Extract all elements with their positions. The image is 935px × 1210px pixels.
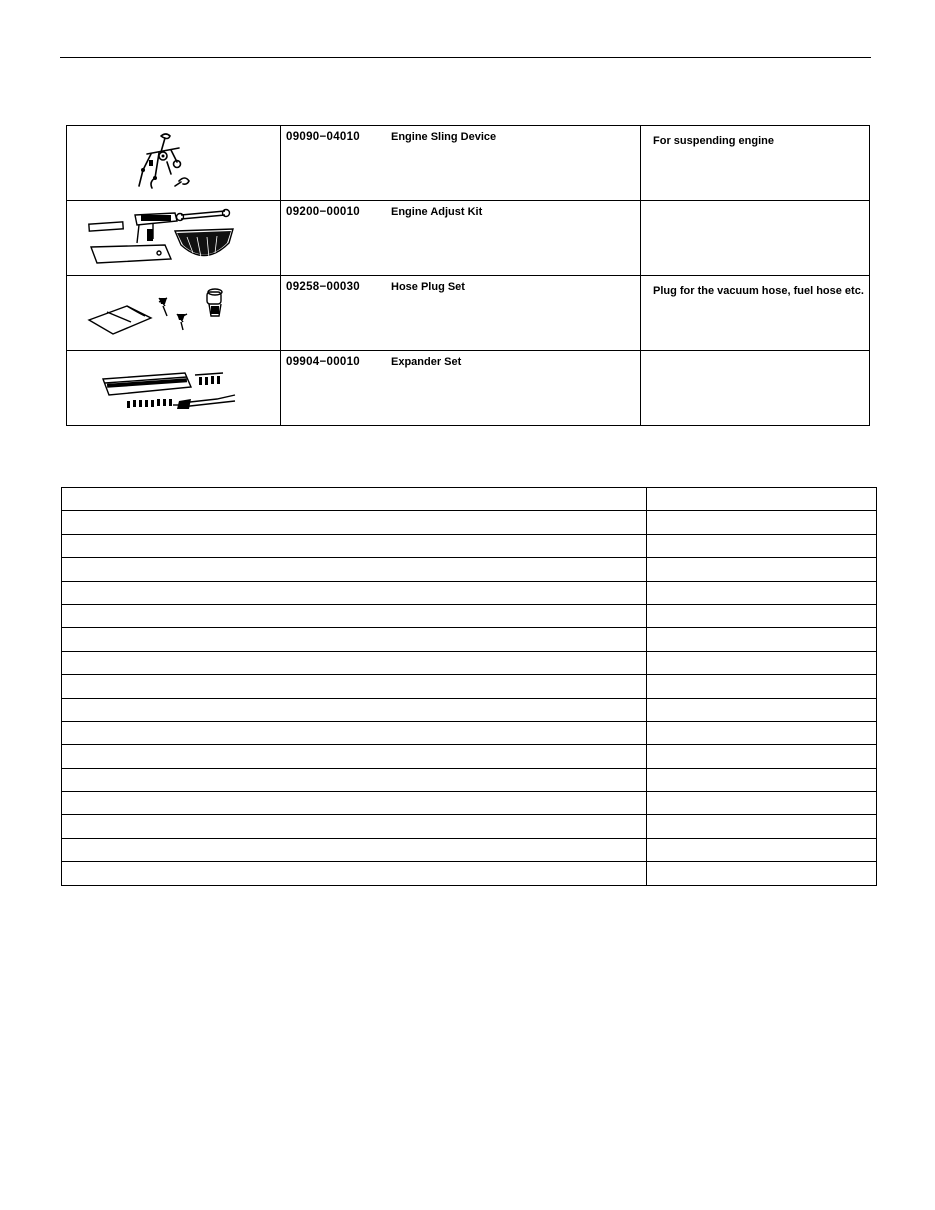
table-cell (647, 745, 877, 768)
tool-note (641, 351, 869, 357)
table-cell (62, 838, 647, 861)
tool-note (641, 201, 869, 207)
table-cell (647, 862, 877, 885)
table-cell (647, 675, 877, 698)
tool-note: Plug for the vacuum hose, fuel hose etc. (653, 285, 864, 297)
table-cell (647, 838, 877, 861)
header-rule (60, 57, 871, 58)
table-row (62, 698, 877, 721)
tool-illustration-cell (67, 126, 281, 201)
table-row (62, 675, 877, 698)
tool-illustration-cell (67, 276, 281, 351)
table-cell (647, 768, 877, 791)
tool-row (67, 201, 870, 276)
table-row (62, 768, 877, 791)
tool-note-cell (641, 126, 870, 201)
part-number: 09904−00010 (286, 356, 360, 368)
table-cell (62, 815, 647, 838)
tool-part-cell (281, 276, 641, 351)
table-cell (62, 651, 647, 674)
part-number: 09200−00010 (286, 206, 360, 218)
table-cell (647, 698, 877, 721)
engine-sling-device-illustration (67, 126, 281, 200)
table-row (62, 862, 877, 885)
table-cell (62, 511, 647, 534)
tool-row (67, 126, 870, 201)
tool-illustration-cell (67, 201, 281, 276)
tool-note-cell (641, 276, 870, 351)
tool-note-cell (641, 351, 870, 426)
tool-part-cell (281, 351, 641, 426)
table-row (62, 838, 877, 861)
tool-row (67, 276, 870, 351)
tool-part-cell (281, 201, 641, 276)
tool-row (67, 351, 870, 426)
blank-grid-table (61, 487, 877, 886)
table-cell (647, 511, 877, 534)
table-row (62, 558, 877, 581)
special-service-tools-table (66, 125, 870, 426)
table-cell (647, 558, 877, 581)
table-cell (62, 488, 647, 511)
table-cell (647, 792, 877, 815)
table-cell (62, 745, 647, 768)
table-row (62, 534, 877, 557)
tool-note-cell (641, 201, 870, 276)
part-name: Engine Sling Device (391, 131, 497, 143)
table-cell (62, 792, 647, 815)
table-row (62, 581, 877, 604)
table-cell (62, 675, 647, 698)
table-cell (62, 628, 647, 651)
table-cell (62, 721, 647, 744)
part-name: Engine Adjust Kit (391, 206, 483, 218)
table-cell (62, 862, 647, 885)
table-cell (62, 581, 647, 604)
expander-set-illustration (67, 351, 281, 425)
tool-part-cell (281, 126, 641, 201)
table-cell (647, 534, 877, 557)
table-row (62, 651, 877, 674)
table-cell (62, 558, 647, 581)
table-cell (647, 651, 877, 674)
part-name: Expander Set (391, 356, 462, 368)
part-name: Hose Plug Set (391, 281, 465, 293)
table-row (62, 488, 877, 511)
table-row (62, 721, 877, 744)
table-cell (647, 721, 877, 744)
table-cell (62, 698, 647, 721)
table-cell (62, 534, 647, 557)
table-row (62, 815, 877, 838)
table-cell (647, 604, 877, 627)
table-cell (647, 628, 877, 651)
table-row (62, 511, 877, 534)
table-row (62, 792, 877, 815)
table-cell (62, 604, 647, 627)
engine-adjust-kit-illustration (67, 201, 281, 275)
hose-plug-set-illustration (67, 276, 281, 350)
part-number: 09090−04010 (286, 131, 360, 143)
table-cell (647, 581, 877, 604)
part-number: 09258−00030 (286, 281, 360, 293)
table-cell (647, 815, 877, 838)
table-row (62, 628, 877, 651)
table-cell (647, 488, 877, 511)
tool-note: For suspending engine (653, 135, 775, 147)
table-row (62, 604, 877, 627)
tool-illustration-cell (67, 351, 281, 426)
table-row (62, 745, 877, 768)
table-cell (62, 768, 647, 791)
